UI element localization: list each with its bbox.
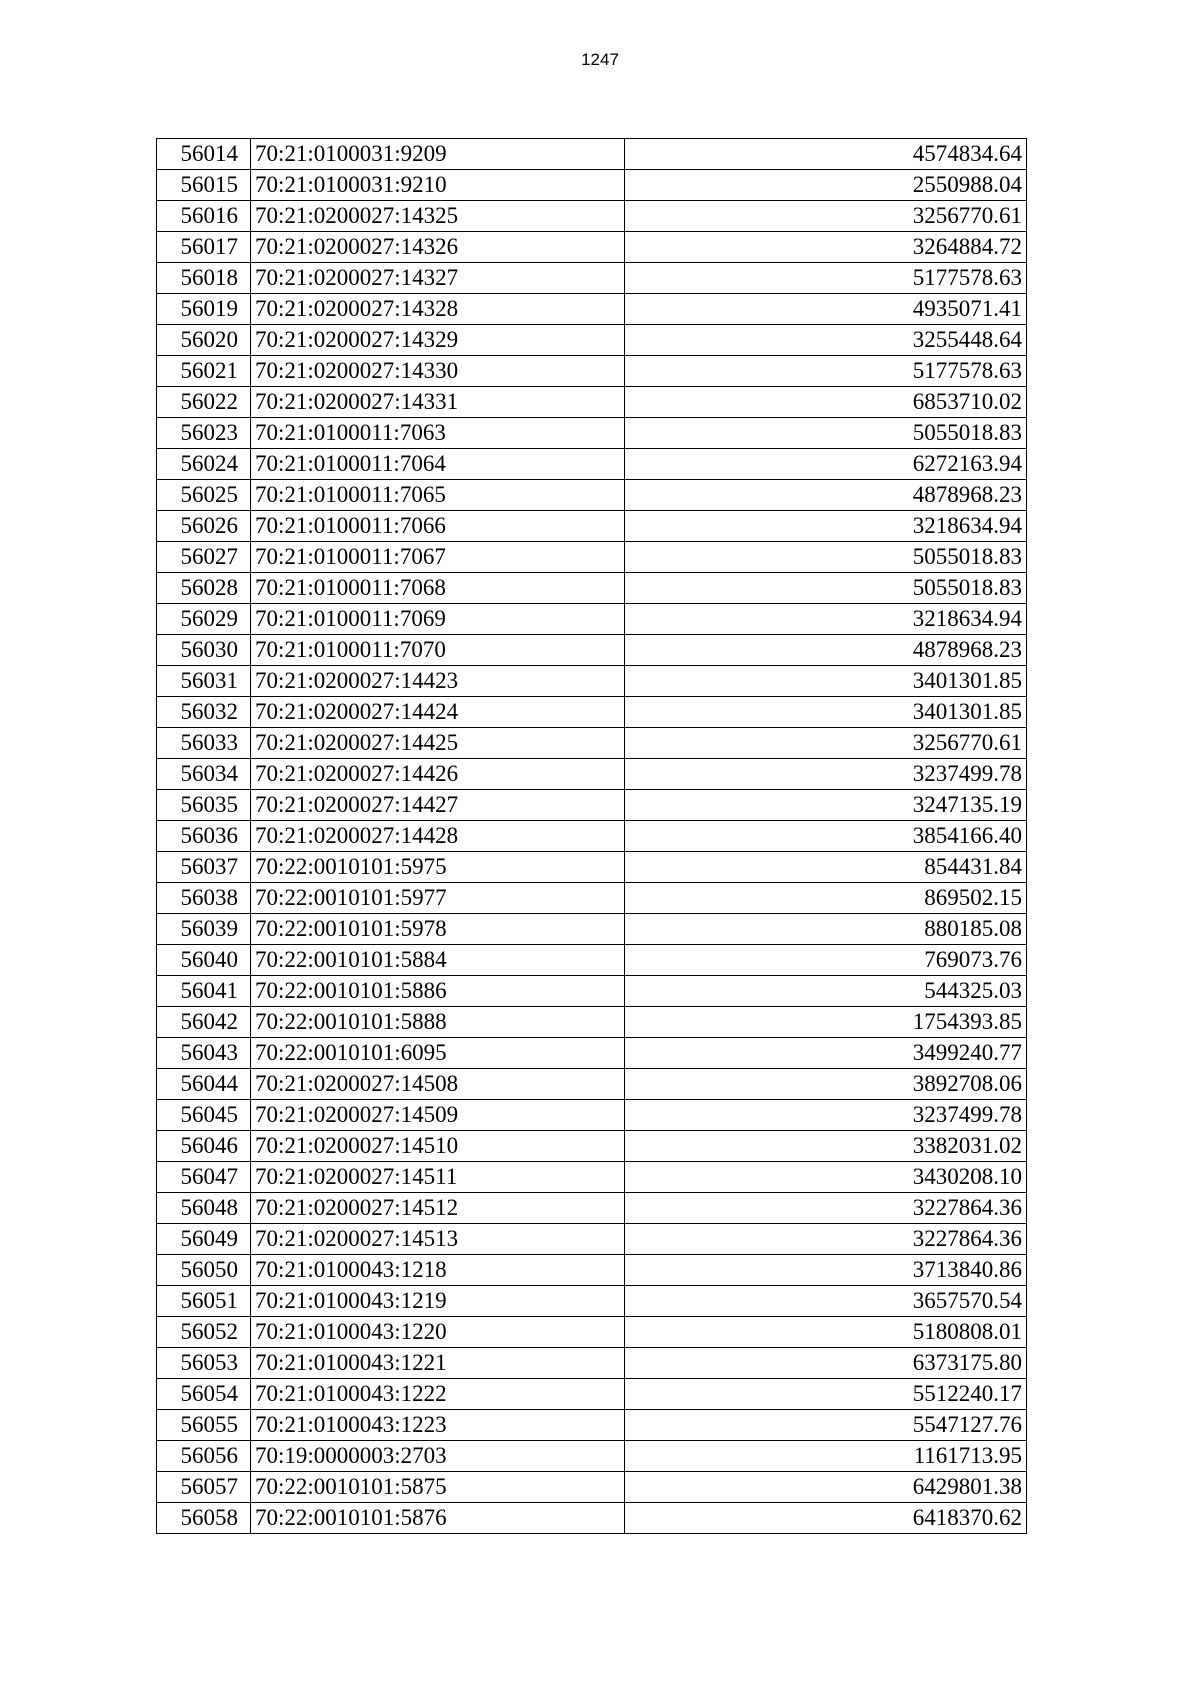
table-row (157, 945, 1027, 976)
row-number-cell: 56041 (157, 976, 251, 1007)
cadastral-number-cell: 70:21:0100011:7064 (251, 449, 625, 480)
cadastral-value-cell: 3255448.64 (625, 325, 1027, 356)
cadastral-value-cell: 6373175.80 (625, 1348, 1027, 1379)
cadastral-value-cell: 5177578.63 (625, 263, 1027, 294)
cadastral-number-cell: 70:21:0200027:14325 (251, 201, 625, 232)
cadastral-number-cell: 70:21:0200027:14426 (251, 759, 625, 790)
row-number-cell: 56021 (157, 356, 251, 387)
cadastral-number-cell: 70:21:0100031:9210 (251, 170, 625, 201)
cadastral-value-cell: 1161713.95 (625, 1441, 1027, 1472)
table-row (157, 480, 1027, 511)
cadastral-value-cell: 6272163.94 (625, 449, 1027, 480)
table-row (157, 852, 1027, 883)
table-row (157, 356, 1027, 387)
cadastral-value-cell: 3218634.94 (625, 511, 1027, 542)
cadastral-value-cell: 3256770.61 (625, 728, 1027, 759)
table-row (157, 1224, 1027, 1255)
row-number-cell: 56039 (157, 914, 251, 945)
row-number-cell: 56047 (157, 1162, 251, 1193)
cadastral-value-cell: 869502.15 (625, 883, 1027, 914)
row-number-cell: 56026 (157, 511, 251, 542)
table-row (157, 697, 1027, 728)
row-number-cell: 56014 (157, 139, 251, 170)
table-row (157, 511, 1027, 542)
row-number-cell: 56017 (157, 232, 251, 263)
row-number-cell: 56018 (157, 263, 251, 294)
cadastral-value-cell: 4935071.41 (625, 294, 1027, 325)
table-row (157, 1069, 1027, 1100)
cadastral-number-cell: 70:21:0200027:14425 (251, 728, 625, 759)
cadastral-number-cell: 70:22:0010101:5978 (251, 914, 625, 945)
row-number-cell: 56046 (157, 1131, 251, 1162)
table-row (157, 139, 1027, 170)
table-row (157, 790, 1027, 821)
cadastral-number-cell: 70:21:0200027:14328 (251, 294, 625, 325)
cadastral-value-cell: 3657570.54 (625, 1286, 1027, 1317)
row-number-cell: 56031 (157, 666, 251, 697)
cadastral-value-cell: 3256770.61 (625, 201, 1027, 232)
cadastral-value-cell: 5055018.83 (625, 542, 1027, 573)
cadastral-value-cell: 3227864.36 (625, 1224, 1027, 1255)
cadastral-number-cell: 70:21:0100011:7067 (251, 542, 625, 573)
cadastral-number-cell: 70:22:0010101:5975 (251, 852, 625, 883)
table-row (157, 728, 1027, 759)
table-row (157, 294, 1027, 325)
cadastral-value-cell: 5512240.17 (625, 1379, 1027, 1410)
cadastral-number-cell: 70:21:0200027:14330 (251, 356, 625, 387)
row-number-cell: 56054 (157, 1379, 251, 1410)
cadastral-value-cell: 3854166.40 (625, 821, 1027, 852)
row-number-cell: 56028 (157, 573, 251, 604)
cadastral-value-cell: 5177578.63 (625, 356, 1027, 387)
row-number-cell: 56020 (157, 325, 251, 356)
cadastral-value-cell: 5055018.83 (625, 418, 1027, 449)
cadastral-value-cell: 3264884.72 (625, 232, 1027, 263)
table-row (157, 573, 1027, 604)
cadastral-value-cell: 880185.08 (625, 914, 1027, 945)
cadastral-number-cell: 70:21:0100011:7065 (251, 480, 625, 511)
table-row (157, 759, 1027, 790)
cadastral-number-cell: 70:21:0100011:7068 (251, 573, 625, 604)
cadastral-value-table (156, 138, 1027, 1534)
cadastral-value-cell: 3247135.19 (625, 790, 1027, 821)
cadastral-number-cell: 70:21:0100043:1221 (251, 1348, 625, 1379)
table-row (157, 1162, 1027, 1193)
row-number-cell: 56037 (157, 852, 251, 883)
cadastral-number-cell: 70:21:0100011:7066 (251, 511, 625, 542)
cadastral-number-cell: 70:22:0010101:5977 (251, 883, 625, 914)
row-number-cell: 56036 (157, 821, 251, 852)
cadastral-value-cell: 5180808.01 (625, 1317, 1027, 1348)
row-number-cell: 56045 (157, 1100, 251, 1131)
row-number-cell: 56044 (157, 1069, 251, 1100)
cadastral-value-cell: 769073.76 (625, 945, 1027, 976)
row-number-cell: 56048 (157, 1193, 251, 1224)
row-number-cell: 56051 (157, 1286, 251, 1317)
cadastral-value-cell: 4878968.23 (625, 480, 1027, 511)
cadastral-value-cell: 3430208.10 (625, 1162, 1027, 1193)
table-row (157, 1503, 1027, 1534)
cadastral-value-cell: 3713840.86 (625, 1255, 1027, 1286)
cadastral-value-cell: 1754393.85 (625, 1007, 1027, 1038)
cadastral-number-cell: 70:21:0200027:14327 (251, 263, 625, 294)
row-number-cell: 56035 (157, 790, 251, 821)
cadastral-value-cell: 3237499.78 (625, 1100, 1027, 1131)
table-row (157, 1379, 1027, 1410)
table-row (157, 1007, 1027, 1038)
row-number-cell: 56024 (157, 449, 251, 480)
table-row (157, 325, 1027, 356)
table-row (157, 976, 1027, 1007)
table-row (157, 1348, 1027, 1379)
cadastral-value-cell: 4878968.23 (625, 635, 1027, 666)
cadastral-number-cell: 70:22:0010101:5875 (251, 1472, 625, 1503)
table-row (157, 1100, 1027, 1131)
cadastral-number-cell: 70:21:0100031:9209 (251, 139, 625, 170)
row-number-cell: 56016 (157, 201, 251, 232)
table-row (157, 883, 1027, 914)
row-number-cell: 56032 (157, 697, 251, 728)
cadastral-value-cell: 3892708.06 (625, 1069, 1027, 1100)
table-row (157, 1410, 1027, 1441)
table-row (157, 232, 1027, 263)
cadastral-number-cell: 70:21:0100043:1223 (251, 1410, 625, 1441)
cadastral-number-cell: 70:21:0200027:14331 (251, 387, 625, 418)
table-row (157, 1193, 1027, 1224)
cadastral-value-cell: 6418370.62 (625, 1503, 1027, 1534)
row-number-cell: 56042 (157, 1007, 251, 1038)
table-row (157, 387, 1027, 418)
table-row (157, 449, 1027, 480)
cadastral-number-cell: 70:21:0100043:1222 (251, 1379, 625, 1410)
cadastral-value-cell: 854431.84 (625, 852, 1027, 883)
cadastral-value-cell: 4574834.64 (625, 139, 1027, 170)
row-number-cell: 56034 (157, 759, 251, 790)
row-number-cell: 56055 (157, 1410, 251, 1441)
row-number-cell: 56023 (157, 418, 251, 449)
cadastral-number-cell: 70:21:0200027:14423 (251, 666, 625, 697)
table-row (157, 418, 1027, 449)
page-number: 1247 (581, 50, 619, 69)
cadastral-value-cell: 3237499.78 (625, 759, 1027, 790)
row-number-cell: 56025 (157, 480, 251, 511)
cadastral-number-cell: 70:21:0100043:1218 (251, 1255, 625, 1286)
table-row (157, 914, 1027, 945)
cadastral-number-cell: 70:21:0200027:14513 (251, 1224, 625, 1255)
row-number-cell: 56052 (157, 1317, 251, 1348)
cadastral-number-cell: 70:22:0010101:5888 (251, 1007, 625, 1038)
cadastral-value-cell: 2550988.04 (625, 170, 1027, 201)
row-number-cell: 56043 (157, 1038, 251, 1069)
cadastral-value-cell: 6853710.02 (625, 387, 1027, 418)
cadastral-number-cell: 70:21:0200027:14508 (251, 1069, 625, 1100)
table-row (157, 1441, 1027, 1472)
cadastral-number-cell: 70:22:0010101:5884 (251, 945, 625, 976)
cadastral-number-cell: 70:21:0100011:7069 (251, 604, 625, 635)
cadastral-number-cell: 70:21:0200027:14326 (251, 232, 625, 263)
row-number-cell: 56019 (157, 294, 251, 325)
row-number-cell: 56022 (157, 387, 251, 418)
table-row (157, 170, 1027, 201)
cadastral-number-cell: 70:21:0100011:7070 (251, 635, 625, 666)
table-row (157, 821, 1027, 852)
cadastral-number-cell: 70:21:0200027:14511 (251, 1162, 625, 1193)
row-number-cell: 56033 (157, 728, 251, 759)
table-row (157, 1317, 1027, 1348)
table-row (157, 604, 1027, 635)
row-number-cell: 56040 (157, 945, 251, 976)
cadastral-value-cell: 3382031.02 (625, 1131, 1027, 1162)
cadastral-value-cell: 6429801.38 (625, 1472, 1027, 1503)
cadastral-value-cell: 5055018.83 (625, 573, 1027, 604)
row-number-cell: 56053 (157, 1348, 251, 1379)
cadastral-value-cell: 3227864.36 (625, 1193, 1027, 1224)
table-row (157, 666, 1027, 697)
cadastral-number-cell: 70:21:0200027:14424 (251, 697, 625, 728)
cadastral-number-cell: 70:21:0200027:14512 (251, 1193, 625, 1224)
row-number-cell: 56057 (157, 1472, 251, 1503)
table-row (157, 1472, 1027, 1503)
cadastral-value-cell: 3499240.77 (625, 1038, 1027, 1069)
cadastral-value-cell: 3401301.85 (625, 666, 1027, 697)
cadastral-number-cell: 70:21:0200027:14329 (251, 325, 625, 356)
cadastral-number-cell: 70:22:0010101:5886 (251, 976, 625, 1007)
table-row (157, 1255, 1027, 1286)
row-number-cell: 56058 (157, 1503, 251, 1534)
row-number-cell: 56038 (157, 883, 251, 914)
cadastral-number-cell: 70:22:0010101:6095 (251, 1038, 625, 1069)
cadastral-value-cell: 5547127.76 (625, 1410, 1027, 1441)
table-row (157, 263, 1027, 294)
cadastral-value-cell: 3401301.85 (625, 697, 1027, 728)
cadastral-value-cell: 544325.03 (625, 976, 1027, 1007)
cadastral-number-cell: 70:21:0200027:14428 (251, 821, 625, 852)
cadastral-number-cell: 70:19:0000003:2703 (251, 1441, 625, 1472)
table-row (157, 1038, 1027, 1069)
table-row (157, 542, 1027, 573)
row-number-cell: 56029 (157, 604, 251, 635)
table-row (157, 635, 1027, 666)
cadastral-number-cell: 70:21:0100043:1220 (251, 1317, 625, 1348)
cadastral-number-cell: 70:21:0200027:14427 (251, 790, 625, 821)
row-number-cell: 56030 (157, 635, 251, 666)
cadastral-number-cell: 70:21:0100011:7063 (251, 418, 625, 449)
table-row (157, 1131, 1027, 1162)
row-number-cell: 56049 (157, 1224, 251, 1255)
cadastral-number-cell: 70:21:0200027:14510 (251, 1131, 625, 1162)
row-number-cell: 56027 (157, 542, 251, 573)
cadastral-value-cell: 3218634.94 (625, 604, 1027, 635)
table-body (157, 139, 1027, 1534)
row-number-cell: 56050 (157, 1255, 251, 1286)
row-number-cell: 56056 (157, 1441, 251, 1472)
cadastral-number-cell: 70:21:0200027:14509 (251, 1100, 625, 1131)
cadastral-number-cell: 70:21:0100043:1219 (251, 1286, 625, 1317)
table-row (157, 201, 1027, 232)
cadastral-number-cell: 70:22:0010101:5876 (251, 1503, 625, 1534)
row-number-cell: 56015 (157, 170, 251, 201)
table-row (157, 1286, 1027, 1317)
